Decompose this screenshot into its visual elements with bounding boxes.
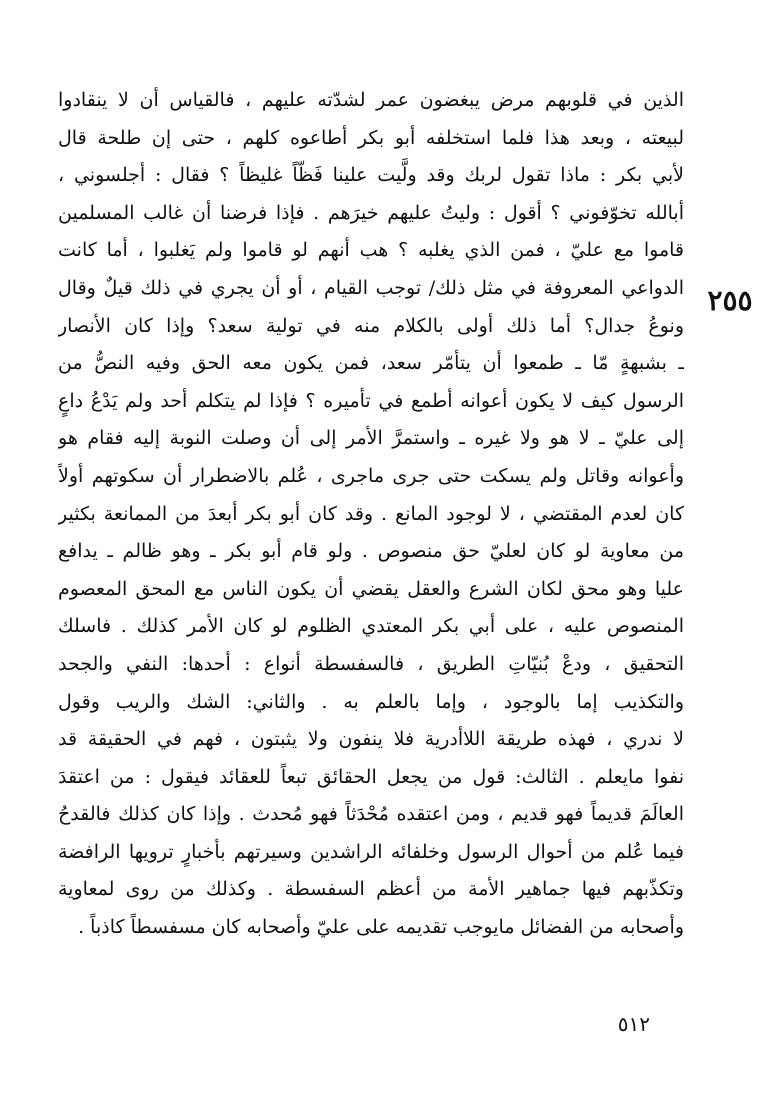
text-line: قاموا مع عليّ ، فمن الذي يغلبه ؟ هب أنهم لو قاموا ولم يَغلبوا ، أما كانت [58,239,684,262]
text-line: إلى عليّ ـ لا هو ولا غيره ـ واستمرَّ الأمر إلى أن وصلت النوبة إليه فقام هو [58,427,684,450]
text-line: فيما عُلم من أحوال الرسول وخلفائه الراشدين وسيرتهم بأخبارٍ ترويها الرافضة [58,840,684,863]
text-line: لأبي بكر : ماذا تقول لربك وقد ولَّيت علينا فَظّاً غليظاً ؟ فقال : أجلسوني ، [58,164,684,187]
text-line: كان لعدم المقتضي ، لا لوجود المانع . وقد كان أبو بكر أبعدَ من الممانعة بكثير [58,502,684,525]
text-line: الذين في قلوبهم مرض يبغضون عمر لشدّته عليهم ، فالقياس أن لا ينقادوا [58,89,684,111]
text-line: نفوا مايعلم . الثالث: قول من يجعل الحقائق تبعاً للعقائد فيقول : من اعتقدَ [58,765,684,788]
text-line: المنصوص عليه ، على أبي بكر المعتدي الظلوم لو كان الأمر كذلك . فاسلك [58,615,684,638]
text-line: ـ بشبهةٍ مّا ـ طمعوا أن يتأمّر سعد، فمن يكون معه الحق وفيه النصُّ من [58,352,684,375]
text-line: والتكذيب إما بالوجود ، وإما بالعلم به . والثاني: الشك والريب وقول [58,690,684,713]
text-line: وتكذّبهم فيها جماهير الأمة من أعظم السفسطة . وكذلك من روى لمعاوية [58,878,684,901]
margin-reference-number: ٢٥٥ [707,284,753,317]
text-line: لبيعته ، وبعد هذا فلما استخلفه أبو بكر أطاعوه كلهم ، حتى إن طلحة قال [58,126,684,149]
text-line: وأصحابه من الفضائل مايوجب تقديمه على عليّ وأصحابه كان مسفسطاً كاذباً . [78,916,684,939]
text-line: وأعوانه وقاتل ولم يسكت حتى جرى ماجرى ، عُلم بالاضطرار أن سكوتهم أولاً [58,464,684,487]
body-text [58,82,684,947]
text-line: لا ندري ، فهذه طريقة اللاأدرية فلا ينفون ولا يثبتون ، فهم في الحقيقة قد [58,728,684,751]
text-line: عليا وهو محق لكان الشرع والعقل يقضي أن يكون الناس مع المحق المعصوم [58,577,684,600]
text-line: من معاوية لو كان لعليّ حق منصوص . ولو قام أبو بكر ـ وهو ظالم ـ يدافع [58,540,684,563]
text-line: الدواعي المعروفة في مثل ذلك/ توجب القيام ، أو أن يجري في ذلك قيلٌ وقال [58,276,684,299]
text-line: أبالله تخوّفوني ؟ أقول : وليتُ عليهم خيرَهم . فإذا فرضنا أن غالب المسلمين [58,201,684,224]
page-number: ٥١٢ [617,1012,650,1036]
text-line: العالَمَ قديماً فهو قديم ، ومن اعتقده مُحْدَثاً فهو مُحدث . وإذا كان كذلك فالقدحُ [58,803,684,826]
text-line: الرسول كيف لا يكون أعوانه أطمع في تأميره ؟ فإذا لم يتكلم أحد ولم يَدْعُ داعٍ [58,389,684,412]
text-line: ونوعُ جدال؟ أما ذلك أولى بالكلام منه في تولية سعد؟ وإذا كان الأنصار [58,314,684,337]
text-line: التحقيق ، ودعْ بُنيّاتِ الطريق ، فالسفسطة أنواع : أحدها: النفي والجحد [58,652,684,675]
